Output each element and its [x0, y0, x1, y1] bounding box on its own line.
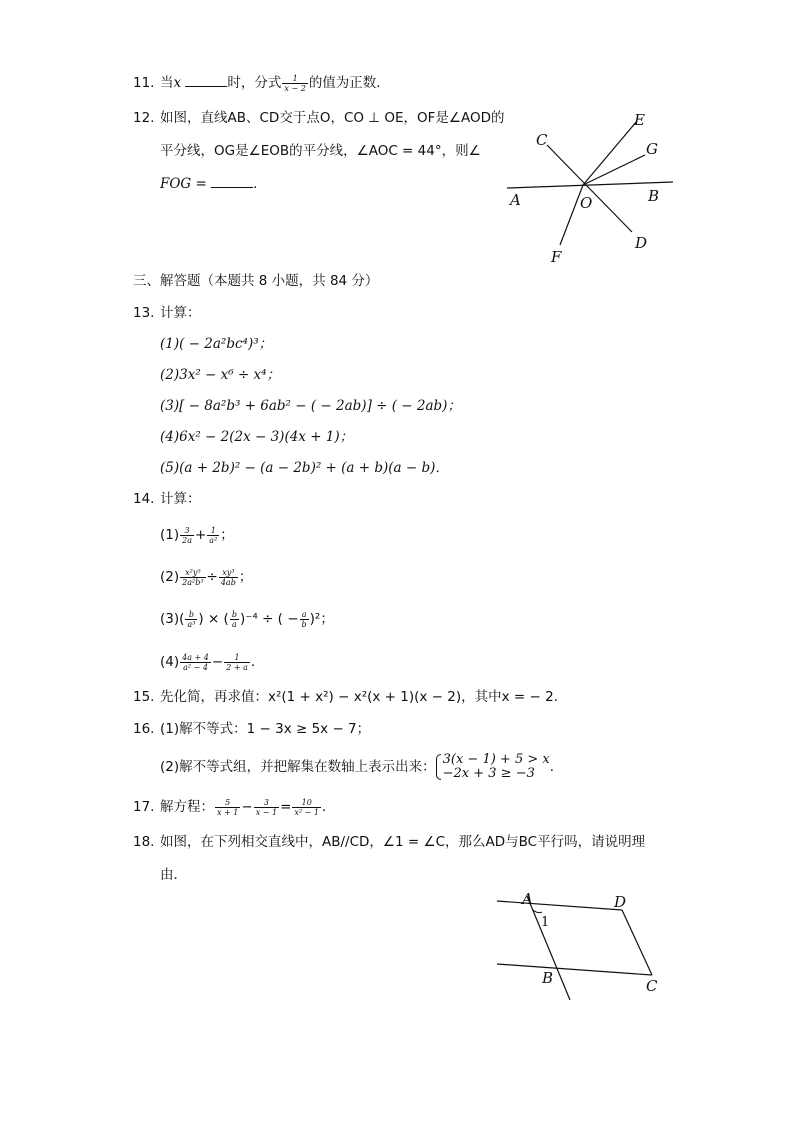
question-number: 18. [133, 834, 155, 850]
angle-figure [500, 105, 700, 270]
label-c: C [646, 977, 658, 995]
question-11: 11. 当x 时，分式 $\frac{1}{x - 2}$ 的值为正数． [133, 73, 390, 93]
question-number: 16. [133, 721, 155, 737]
question-14-item: (4) $\frac{4a + 4}{\text{a² − 4}}$ − $\frac{1}{2 + a}$ ． [160, 652, 265, 672]
fraction: $\frac{1}{x - 2}$ [284, 73, 306, 93]
question-12-line3: FOG = ． [160, 173, 267, 194]
parallel-lines-figure [492, 888, 672, 1008]
question-13-item: (3)[ − 8a²b³ + 6ab² − ( − 2ab)] ÷ ( − 2ab)； [160, 398, 461, 414]
answer-blank[interactable] [185, 72, 227, 87]
question-13-item: (2)3x² − x⁶ ÷ x⁴； [160, 367, 281, 383]
question-number: 14. [133, 491, 155, 507]
line-bc [497, 964, 652, 975]
question-18-line1: 18. 如图，在下列相交直线中，AB//CD，∠1 = ∠C，那么AD与BC平行吗，请说明理 [133, 834, 646, 850]
question-15: 15. 先化简，再求值：x²(1 + x²) − x²(x + 1)(x − 2)，其中x = − 2． [133, 689, 568, 705]
inequality-system: 3(x − 1) + 5 > x −2x + 3 ≥ −3 [436, 753, 550, 781]
question-number: 12. [133, 110, 155, 126]
line-cd [547, 145, 632, 232]
question-12-line2: 平分线，OG是∠EOB的平分线，∠AOC = 44°，则∠ [160, 143, 481, 159]
question-number: 11. [133, 75, 155, 91]
answer-blank[interactable] [211, 173, 253, 188]
question-12-line1: 12. 如图，直线AB、CD交于点O，CO ⊥ OE，OF是∠AOD的 [133, 110, 505, 126]
question-13-item: (4)6x² − 2(2x − 3)(4x + 1)； [160, 429, 354, 445]
question-13-item: (1)( − 2a²bc⁴)³； [160, 336, 273, 352]
question-14-title: 14. 计算： [133, 491, 201, 507]
question-13-title: 13. 计算： [133, 305, 201, 321]
question-17: 17. 解方程： $\frac{5}{x + 1}$ − $\frac{3}{x - 1}$ = $\frac{10}{\text{x² − 1}}$ ． [133, 797, 336, 817]
label-a: A [510, 191, 521, 209]
label-o: O [580, 194, 593, 212]
label-d: D [635, 234, 648, 252]
label-angle-1: 1 [541, 915, 550, 930]
question-16-line1: 16. (1)解不等式：1 − 3x ≥ 5x − 7； [133, 721, 371, 737]
question-16-line2: (2)解不等式组，并把解集在数轴上表示出来： 3(x − 1) + 5 > x −2x + 3 ≥ −3 ． [160, 752, 564, 781]
question-number: 17. [133, 799, 155, 815]
label-f: F [551, 248, 562, 266]
question-number: 15. [133, 689, 155, 705]
question-14-item: (1) $\frac{3}{2a}$ + $\frac{1}{\text{a²}}$ ； [160, 525, 234, 545]
line-ad [497, 901, 622, 910]
section-heading: 三、解答题（本题共 8 小题，共 84 分） [133, 273, 379, 289]
ray-og [583, 155, 645, 185]
label-g: G [646, 140, 658, 158]
label-b: B [542, 969, 554, 987]
line-dc [622, 910, 652, 975]
question-number: 13. [133, 305, 155, 321]
label-c: C [536, 131, 548, 149]
label-a: A [522, 890, 533, 908]
question-18-line2: 由． [160, 867, 187, 883]
label-e: E [634, 111, 645, 129]
ray-oe [583, 121, 637, 185]
question-13-item: (5)(a + 2b)² − (a − 2b)² + (a + b)(a − b)． [160, 460, 449, 476]
label-b: B [648, 187, 660, 205]
question-14-item: (3)( $\frac{b}{\text{a³}}$ ) × ( $\frac{b}{a}$ )⁻⁴ ÷ ( − $\frac{a}{b}$ )²； [160, 609, 334, 629]
label-d: D [614, 893, 627, 911]
question-14-item: (2) $\frac{\text{x²y⁵}}{\text{2a²b³}}$ ÷ $\frac{\text{xy³}}{4ab}$ ； [160, 567, 253, 587]
